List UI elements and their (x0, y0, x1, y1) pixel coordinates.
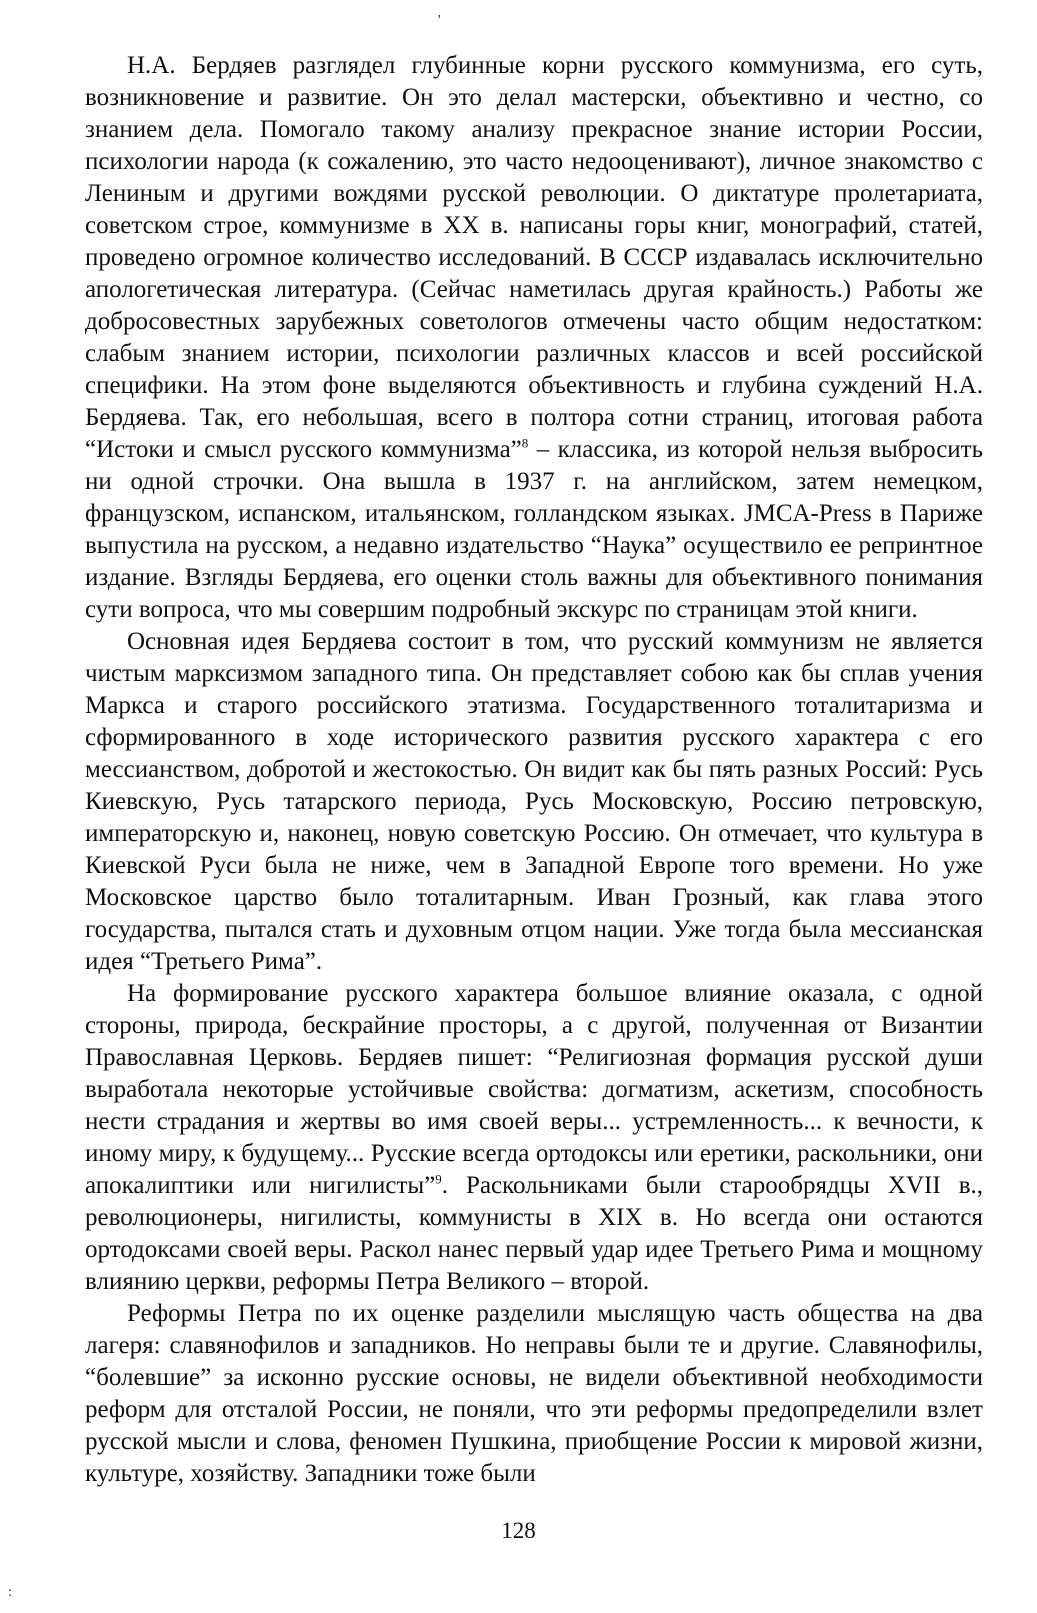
paragraph-text: – классика, из которой нельзя выбросить ни одной строчки. Она вышла в 1937 г. на английском, затем немецком, французском, испанском, итальянском, голландском языках. JMCA-Press в Париже выпустила на русском, а недавно издательство “Наука” осуществило ее репринтное издание. Взгляды Бердяева, его оценки столь важны для объективного понимания сути вопроса, что мы совершим подробный экскурс по страницам этой книги. (85, 436, 983, 623)
footnote-ref-8: 8 (521, 435, 529, 451)
paragraph-peter-reforms (85, 1298, 983, 1490)
paragraph-text: Н.А. Бердяев разглядел глубинные корни русского коммунизма, его суть, возникновение и развитие. Он это делал мастерски, объективно и честно, со знанием дела. Помогало такому анализу прекрасное знание истории России, психологии народа (к сожалению, это часто недооценивают), личное знакомство с Лениным и другими вождями русской революции. О диктатуре пролетариата, советском строе, коммунизме в XX в. написаны горы книг, монографий, статей, проведено огромное количество исследований. В СССР издавалась исключительно апологетическая литература. (Сейчас наметилась другая крайность.) Работы же добросовестных зарубежных советологов отмечены часто общим недостатком: слабым знанием истории, психологии различных классов и всей российской специфики. На этом фоне выделяются объективность и глубина суждений Н.А. Бердяева. Так, его небольшая, всего в полтора сотни страниц, итоговая работа “Истоки и смысл русского коммунизма” (85, 52, 983, 463)
paragraph-russian-character (85, 978, 983, 1298)
footnote-ref-9: 9 (435, 1171, 442, 1187)
body-text (85, 50, 983, 1490)
paragraph-text: Реформы Петра по их оценке разделили мыслящую часть общества на два лагеря: славянофилов и западников. Но неправы были те и другие. Славянофилы, “болевшие” за исконно русские основы, не видели объективной необходимости реформ для отсталой России, не поняли, что эти реформы предопределили взлет русской мысли и слова, феномен Пушкина, приобщение России к мировой жизни, культуре, хозяйству. Западники тоже были (85, 1300, 983, 1487)
paragraph-text: На формирование русского характера большое влияние оказала, с одной стороны, природа, бескрайние просторы, а с другой, полученная от Византии Православная Церковь. Бердяев пишет: “Религиозная формация русской души выработала некоторые устойчивые свойства: догматизм, аскетизм, способность нести страдания и жертвы во имя своей веры... устремленность... к вечности, к иному миру, к будущему... Русские всегда ортодоксы или еретики, раскольники, они апокалиптики или нигилисты” (85, 980, 983, 1199)
paragraph-text: . Раскольниками были старообрядцы XVII в., революционеры, нигилисты, коммунисты в XIX в. Но всегда они остаются ортодоксами своей веры. Раскол нанес первый удар идее Третьего Рима и мощному влиянию церкви, реформы Петра Великого – второй. (85, 1172, 984, 1295)
top-speck-mark: ' (438, 13, 441, 28)
bottom-speck-mark: : (8, 1585, 12, 1600)
page-number: 128 (501, 1518, 536, 1543)
paragraph-text: Основная идея Бердяева состоит в том, что русский коммунизм не является чистым марксизмом западного типа. Он представляет собою как бы сплав учения Маркса и старого российского этатизма. Государственного тоталитаризма и сформированного в ходе исторического развития русского характера с его мессианством, добротой и жестокостью. Он видит как бы пять разных Россий: Русь Киевскую, Русь татарского периода, Русь Московскую, Россию петровскую, императорскую и, наконец, новую советскую Россию. Он отмечает, что культура в Киевской Руси была не ниже, чем в Западной Европе того времени. Но уже Московское царство было тоталитарным. Иван Грозный, как глава этого государства, пытался стать и духовным отцом нации. Уже тогда была мессианская идея “Третьего Рима”. (85, 628, 983, 975)
paragraph-berdyaev-intro (85, 50, 983, 626)
paragraph-main-idea (85, 626, 983, 978)
